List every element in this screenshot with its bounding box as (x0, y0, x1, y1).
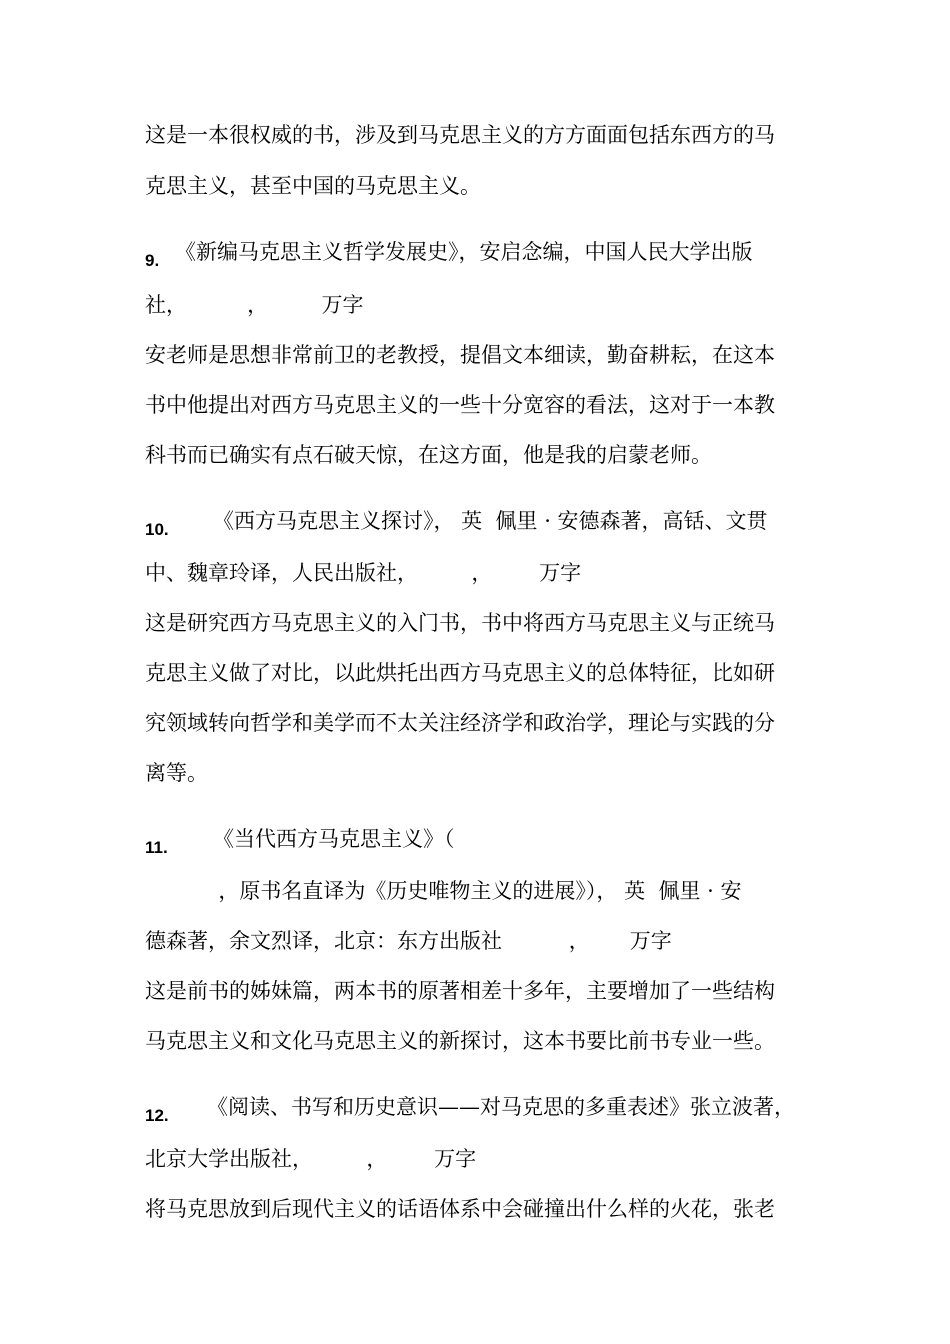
entry-description-line: 究领域转向哲学和美学而不太关注经济学和政治学，理论与实践的分 (145, 711, 775, 735)
entry-title-line: 《阅读、书写和历史意识——对马克思的多重表述》张立波著， (207, 1095, 795, 1119)
entry-description-line: 安老师是思想非常前卫的老教授，提倡文本细读，勤奋耕耘，在这本 (145, 343, 775, 367)
entry-number: 12. (145, 1106, 169, 1125)
entry-number: 11. (145, 838, 168, 857)
entry-publisher-line: 社， ， 万字 (145, 293, 364, 317)
entry-description-line: 这是前书的姊妹篇，两本书的原著相差十多年，主要增加了一些结构 (145, 979, 775, 1003)
entry-description-line: 将马克思放到后现代主义的话语体系中会碰撞出什么样的火花，张老 (145, 1197, 775, 1221)
entry-description-line: 马克思主义和文化马克思主义的新探讨，这本书要比前书专业一些。 (145, 1029, 775, 1053)
entry-title-line: 《新编马克思主义哲学发展史》，安启念编，中国人民大学出版 (175, 240, 753, 264)
entry-publisher-line: 德森著，余文烈译，北京：东方出版社 ， 万字 (145, 929, 672, 953)
entry-number: 9. (145, 251, 160, 270)
entry-title-line: 《当代西方马克思主义》（ (213, 827, 455, 851)
entry-description-line: 科书而已确实有点石破天惊，在这方面，他是我的启蒙老师。 (145, 443, 712, 467)
entry-description-line: 书中他提出对西方马克思主义的一些十分宽容的看法，这对于一本教 (145, 393, 775, 417)
intro-line: 这是一本很权威的书，涉及到马克思主义的方方面面包括东西方的马 (145, 123, 775, 147)
entry-description-line: 克思主义做了对比，以此烘托出西方马克思主义的总体特征，比如研 (145, 661, 775, 685)
entry-publisher-line: 中、魏章玲译，人民出版社， ， 万字 (145, 561, 582, 585)
entry-number: 10. (145, 520, 169, 539)
intro-line: 克思主义，甚至中国的马克思主义。 (145, 174, 481, 198)
entry-description-line: 离等。 (145, 761, 208, 785)
entry-publisher-line: 北京大学出版社， ， 万字 (145, 1147, 477, 1171)
entry-title-line: 《西方马克思主义探讨》， 英 佩里 · 安德森著，高铦、文贯 (213, 509, 768, 533)
entry-description-line: 这是研究西方马克思主义的入门书，书中将西方马克思主义与正统马 (145, 611, 775, 635)
entry-publisher-line: ，原书名直译为《历史唯物主义的进展》）， 英 佩里 · 安 (145, 879, 742, 903)
